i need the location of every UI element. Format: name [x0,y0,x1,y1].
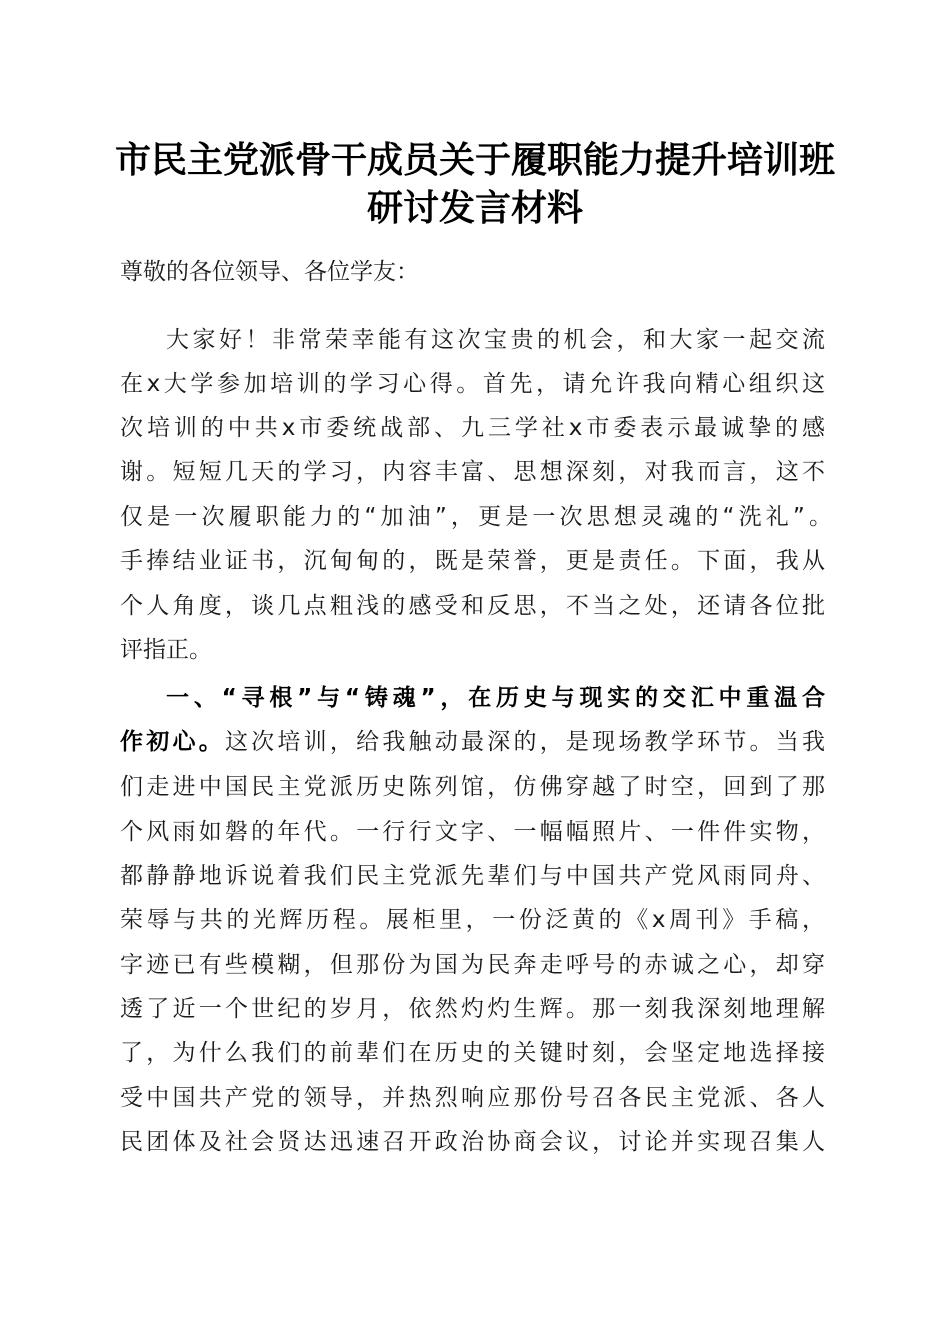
section-line: 民团体及社会贤达迅速召开政治协商会议，讨论并实现召集人 [120,1129,825,1155]
section-heading-continuation [120,720,825,764]
section-line: 个风雨如磐的年代。一行行文字、一幅幅照片、一件件实物， [120,819,825,845]
paragraph-line: 谢。短短几天的学习，内容丰富、思想深刻，对我而言，这不 [120,459,825,485]
section-line: 受中国共产党的领导，并热烈响应那份号召各民主党派、各人 [120,1085,825,1111]
paragraph-line: 手捧结业证书，沉甸甸的，既是荣誉，更是责任。下面，我从 [120,548,825,574]
section-heading: 一、“寻根”与“铸魂”，在历史与现实的交汇中重温合 [166,685,825,711]
section-line: 荣辱与共的光辉历程。展柜里，一份泛黄的《x周刊》手稿， [120,907,825,933]
paragraph-line: 评指正。 [120,637,212,663]
paragraph-line: 大家好！非常荣幸能有这次宝贵的机会，和大家一起交流 [166,327,825,353]
paragraph-line: 个人角度，谈几点粗浅的感受和反思，不当之处，还请各位批 [120,593,825,619]
section-text: 这次培训，给我触动最深的，是现场教学环节。当我 [224,729,826,755]
section-line: 透了近一个世纪的岁月，依然灼灼生辉。那一刻我深刻地理解 [120,996,825,1022]
paragraph-line: 仅是一次履职能力的“加油”，更是一次思想灵魂的“洗礼”。 [120,504,832,530]
paragraph-line: 在x大学参加培训的学习心得。首先，请允许我向精心组织这 [120,371,825,397]
section-line: 都静静地诉说着我们民主党派先辈们与中国共产党风雨同舟、 [120,863,825,889]
document-title-line-2: 研讨发言材料 [366,187,583,229]
section-heading-tail: 作初心。 [120,729,225,755]
paragraph-line: 次培训的中共x市委统战部、九三学社x市委表示最诚挚的感 [120,415,825,441]
section-line: 字迹已有些模糊，但那份为国为民奔走呼号的赤诚之心，却穿 [120,952,825,978]
section-line: 们走进中国民主党派历史陈列馆，仿佛穿越了时空，回到了那 [120,774,825,800]
document-title-line-1: 市民主党派骨干成员关于履职能力提升培训班 [114,139,835,181]
section-line: 了，为什么我们的前辈们在历史的关键时刻，会坚定地选择接 [120,1040,825,1066]
salutation: 尊敬的各位领导、各位学友： [120,259,419,285]
